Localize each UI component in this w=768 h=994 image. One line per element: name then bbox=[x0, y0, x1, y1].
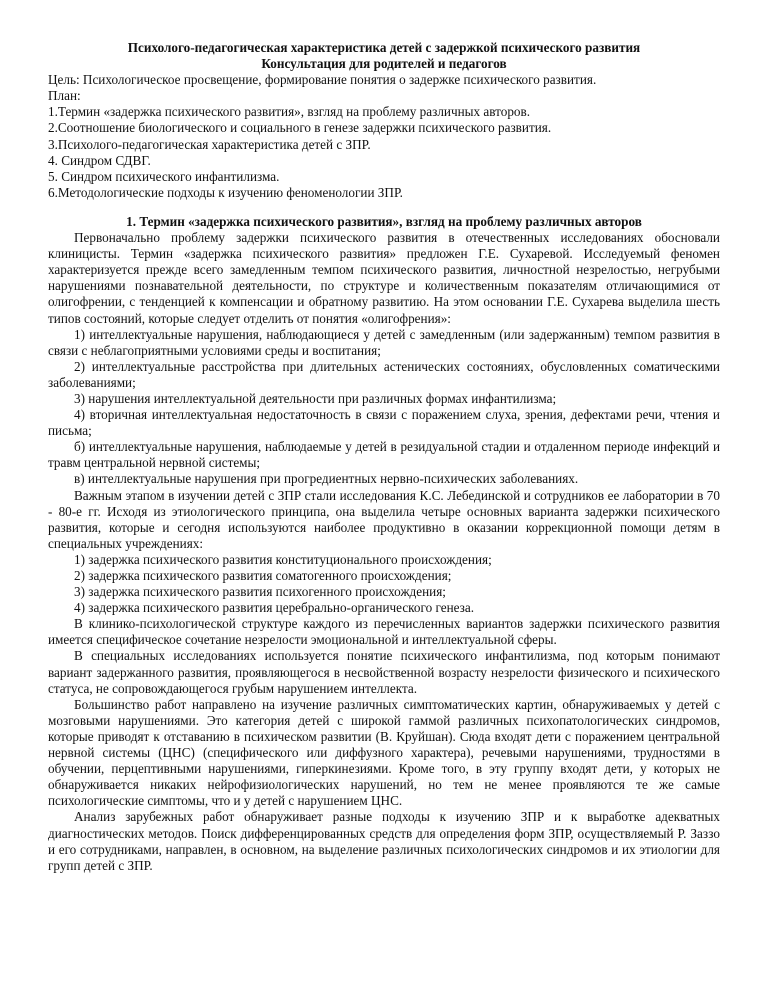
document-page bbox=[48, 40, 720, 874]
section-heading: 1. Термин «задержка психического развития», взгляд на проблему различных авторов bbox=[126, 213, 642, 229]
type-item: 1) интеллектуальные нарушения, наблюдающиеся у детей с замедленным (или задержанным) темпом развития в связи с неблагоприятными условиями среды и воспитания; bbox=[48, 326, 720, 358]
type-item: 3) нарушения интеллектуальной деятельности при различных формах инфантилизма; bbox=[74, 390, 557, 406]
paragraph-infantilism: В специальных исследованиях используется понятие психического инфантилизма, под которым понимают вариант задержанного развития, проявляющегося в несвойственной возрасту незрелости физического и психического статуса, не сопровождающегося грубым нарушением интеллекта. bbox=[48, 648, 720, 696]
plan-item: 1.Термин «задержка психического развития», взгляд на проблему различных авторов. bbox=[48, 104, 531, 120]
types-list bbox=[48, 327, 720, 488]
type-item: б) интеллектуальные нарушения, наблюдаемые у детей в резидуальной стадии и отдаленном периоде инфекций и травм центральной нервной системы; bbox=[48, 439, 720, 471]
plan-list bbox=[48, 104, 720, 201]
plan-item: 6.Методологические подходы к изучению феноменологии ЗПР. bbox=[48, 184, 403, 200]
paragraph-majority: Большинство работ направлено на изучение различных симптоматических картин, обнаруживаемых у детей с мозговыми нарушениями. Это категория детей с широкой гаммой различных психопатологических синдромов, которые приводят к отставанию в психическом развитии (В. Круйшан). Сюда входят дети с поражением центральной нервной системы (ЦНС) (специфического или диффузного характера), речевыми нарушениями, трудностями в обучении, перцептивными нарушениями, гиперкинезиями. Кроме того, в эту группу входят дети, у которых не обнаруживается никаких нейрофизиологических нарушений, но тем не менее проявляются те же самые психологические симптомы, что и у детей с нарушением ЦНС. bbox=[48, 696, 720, 809]
plan-item: 3.Психолого-педагогическая характеристика детей с ЗПР. bbox=[48, 136, 371, 152]
paragraph-clinical: В клинико-психологической структуре каждого из перечисленных вариантов задержки психического развития имеется специфическое сочетание незрелости эмоциональной и интеллектуальной сферы. bbox=[48, 616, 720, 648]
goal-line: Цель: Психологическое просвещение, формирование понятия о задержке психического развития. bbox=[48, 72, 597, 88]
paragraph-foreign: Анализ зарубежных работ обнаруживает разные подходы к изучению ЗПР и к выработке адекватных диагностических методов. Поиск дифференцированных средств для определения форм ЗПР, осуществляемый Р. Заззо и его сотрудниками, направлен, в основном, на выделение различных психологических синдромов и их этиологии для групп детей с ЗПР. bbox=[48, 809, 720, 873]
variant-item: 4) задержка психического развития церебрально-органического генеза. bbox=[74, 600, 475, 616]
paragraph-intro: Первоначально проблему задержки психического развития в отечественных исследованиях обосновали клиницисты. Термин «задержка психического развития» предложен Г.Е. Сухаревой. Исследуемый феномен характеризуется прежде всего замедленным темпом психического развития, личностной незрелостью, негрубыми нарушениями познавательной деятельности, по структуре и количественным показателям отличающимися от олигофрении, с тенденцией к компенсации и обратному развитию. На этом основании Г.Е. Сухарева выделила шесть типов состояний, которые следует отделить от понятия «олигофрения»: bbox=[48, 230, 720, 326]
document-subtitle: Консультация для родителей и педагогов bbox=[261, 56, 507, 72]
variant-item: 3) задержка психического развития психогенного происхождения; bbox=[74, 584, 446, 600]
plan-item: 5. Синдром психического инфантилизма. bbox=[48, 168, 280, 184]
plan-item: 2.Соотношение биологического и социального в генезе задержки психического развития. bbox=[48, 120, 552, 136]
type-item: в) интеллектуальные нарушения при прогредиентных нервно-психических заболеваниях. bbox=[74, 471, 579, 487]
variant-item: 1) задержка психического развития конституционального происхождения; bbox=[74, 551, 492, 567]
paragraph-lebedinskaya: Важным этапом в изучении детей с ЗПР стали исследования К.С. Лебединской и сотрудников ее лаборатории в 70 - 80-е гг. Исходя из этиологического принципа, она выделила четыре основных варианта задержки психического развития, которые и сегодня используются наиболее продуктивно в оказании коррекционной помощи детям в специальных учреждениях: bbox=[48, 487, 720, 551]
document-title: Психолого-педагогическая характеристика детей с задержкой психического развития bbox=[127, 40, 641, 55]
plan-item: 4. Синдром СДВГ. bbox=[48, 152, 151, 168]
plan-label: План: bbox=[48, 88, 81, 104]
variant-item: 2) задержка психического развития соматогенного происхождения; bbox=[74, 568, 452, 583]
type-item: 2) интеллектуальные расстройства при длительных астенических состояниях, обусловленных соматическими заболеваниями; bbox=[48, 358, 720, 390]
variants-list bbox=[48, 552, 720, 616]
type-item: 4) вторичная интеллектуальная недостаточность в связи с поражением слуха, зрения, дефектами речи, чтения и письма; bbox=[48, 407, 720, 439]
